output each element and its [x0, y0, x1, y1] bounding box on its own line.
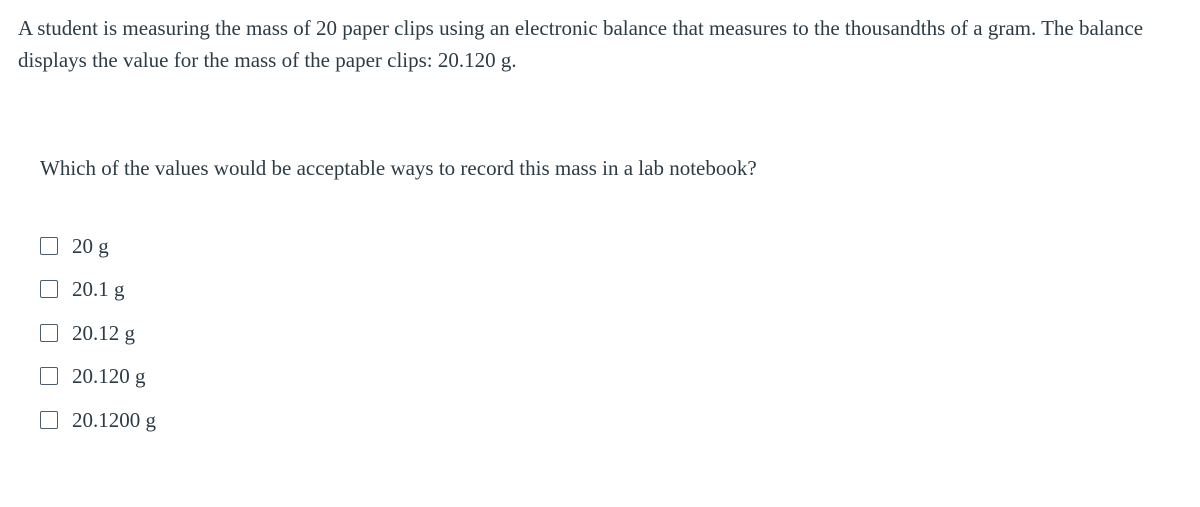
question-prompt: Which of the values would be acceptable ways to record this mass in a lab notebook? — [40, 156, 757, 180]
answer-option-5[interactable] — [40, 398, 156, 442]
answer-label-5: 20.1200 g — [72, 407, 156, 432]
question-stem: A student is measuring the mass of 20 paper clips using an electronic balance that measures to the thousandths of a gram. The balance displays the value for the mass of the paper clips: 20.120 g. — [18, 16, 1144, 72]
answer-label-1: 20 g — [72, 233, 109, 258]
answer-options-list — [40, 224, 156, 442]
answer-checkbox-5[interactable] — [40, 411, 58, 429]
answer-checkbox-1[interactable] — [40, 237, 58, 255]
answer-option-1[interactable] — [40, 224, 156, 268]
answer-label-3: 20.12 g — [72, 320, 135, 345]
answer-option-4[interactable] — [40, 355, 156, 399]
answer-checkbox-4[interactable] — [40, 367, 58, 385]
answer-label-4: 20.120 g — [72, 364, 146, 389]
answer-label-2: 20.1 g — [72, 277, 125, 302]
answer-option-3[interactable] — [40, 311, 156, 355]
answer-checkbox-2[interactable] — [40, 280, 58, 298]
answer-checkbox-3[interactable] — [40, 324, 58, 342]
answer-option-2[interactable] — [40, 268, 156, 312]
